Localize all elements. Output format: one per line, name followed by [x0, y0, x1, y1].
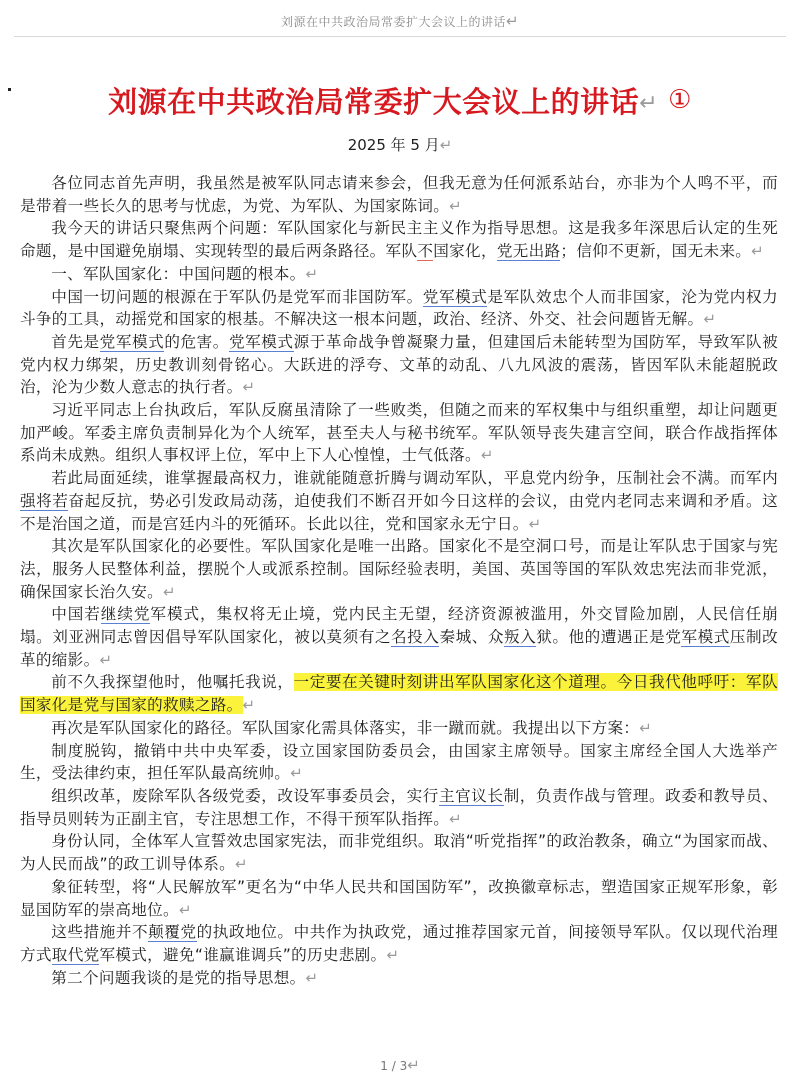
paragraph-text: 这些措施并不	[51, 923, 149, 942]
paragraph	[20, 830, 778, 875]
paragraph-text: 组织改革，废除军队各级党委，改设军事委员会，实行	[51, 786, 439, 805]
document-body	[20, 172, 778, 989]
paragraph-mark: ↵	[480, 446, 494, 465]
header-text: 刘源在中共政治局常委扩大会议上的讲话	[280, 15, 506, 29]
paragraph-text: 源于革命战争曾凝聚力量，但建国后未能转型为国防军，导致军队被党内权力绑架，历史教训刻骨铭心。大跃进的浮夸、文革的动乱、八九风波的震荡，皆因军队未能超脱政治，沦为少数人意志的执行者。	[20, 332, 779, 397]
paragraph-text: 制，负责作战与管理。政委和教导员、指导员则转为正副主官，专注思想工作，不得干预军队指挥。	[20, 786, 778, 828]
paragraph-mark: ↵	[449, 809, 463, 828]
grammar-underline: 党军模式	[99, 332, 165, 351]
paragraph-text: 首先是	[51, 332, 100, 351]
page-header	[0, 12, 800, 30]
paragraph-text: 象征转型，将“人民解放军”更名为“中华人民共和国国防军”，改换徽章标志，塑造国家正规军形象，彰显国防军的崇高地位。	[20, 877, 778, 919]
paragraph-text: 身份认同，全体军人宣誓效忠国家宪法，而非党组织。取消“听党指挥”的政治教条，确立“为国家而战、为人民而战”的政工训导体系。	[20, 832, 778, 874]
paragraph-text: 奋起反抗，势必引发政局动荡，迫使我们不断召开如今日这样的会议，由党内老同志来调和矛盾。这不是治国之道，而是宫廷内斗的死循环。长此以往，党和国家永无宁日。	[20, 491, 778, 533]
paragraph	[20, 876, 778, 921]
spellcheck-underline: 不	[417, 242, 434, 261]
paragraph	[20, 921, 778, 966]
footnote-marker: ①	[668, 85, 692, 115]
paragraph	[20, 399, 778, 467]
paragraph-mark: ↵	[178, 900, 192, 919]
paragraph-text: 是军队效忠个人而非国家，沦为党内权力斗争的工具，动摇党和国家的根基。不解决这一根本问题，政治、经济、外交、社会问题皆无解。	[20, 287, 778, 329]
grammar-underline: 取代党	[51, 945, 100, 964]
paragraph-text: 国家化，	[433, 242, 497, 261]
paragraph	[20, 740, 778, 785]
paragraph-mark: ↵	[242, 378, 256, 397]
title-text: 刘源在中共政治局常委扩大会议上的讲话	[108, 85, 640, 119]
paragraph	[20, 717, 778, 740]
paragraph	[20, 172, 778, 217]
paragraph-mark: ↵	[449, 196, 463, 215]
grammar-underline: 党军模式	[228, 332, 294, 351]
paragraph-text: 的危害。	[164, 332, 229, 351]
paragraph-mark: ↵	[290, 764, 304, 783]
page-total: 3	[399, 1059, 408, 1073]
page-number	[0, 1056, 800, 1074]
paragraph-text: 制度脱钩，撤销中共中央军委，设立国家国防委员会，由国家主席领导。国家主席经全国人大选举产生，受法律约束，担任军队最高统帅。	[20, 741, 778, 783]
date-text: 2025 年 5 月	[347, 136, 440, 154]
document-date	[0, 134, 800, 155]
paragraph-mark: ↵	[407, 1056, 420, 1074]
paragraph-mark: ↵	[305, 264, 319, 283]
paragraph-mark: ↵	[639, 91, 659, 116]
paragraph-text: 前不久我探望他时，他嘱托我说，	[51, 673, 294, 692]
paragraph	[20, 217, 778, 262]
paragraph	[20, 671, 778, 716]
paragraph-mark: ↵	[528, 514, 542, 533]
paragraph-mark: ↵	[639, 718, 653, 737]
grammar-underline: 颠覆党	[148, 923, 197, 942]
page-current: 1	[380, 1059, 388, 1073]
paragraph	[20, 286, 778, 331]
highlighted-text: 一定要在关键时刻讲出军队国家化这个道理。今日我代他呼吁：军队国家化是党与国家的救赎之路。	[20, 673, 778, 715]
paragraph-text: 狱。他的遭遇正是党	[536, 628, 682, 647]
paragraph-mark: ↵	[235, 855, 248, 874]
paragraph	[20, 785, 778, 830]
paragraph-mark: ↵	[386, 945, 400, 964]
paragraph-mark: ↵	[163, 582, 176, 601]
paragraph-mark: ↵	[505, 12, 520, 30]
paragraph-mark: ↵	[99, 650, 113, 669]
paragraph	[20, 331, 778, 399]
paragraph-text: 各位同志首先声明，我虽然是被军队同志请来参会，但我无意为任何派系站台，亦非为个人鸣不平，而是带着一些长久的思考与忧虑，为党、为军队、为国家陈词。	[20, 174, 778, 215]
grammar-underline: 军模式	[681, 628, 730, 647]
paragraph-text: 军模式，集权将无止境，党内民主无望，经济资源被滥用，外交冒险加剧，人民信任崩塌。刘亚洲同志曾因倡导军队国家化，被以莫须有之	[20, 605, 779, 647]
paragraph-mark: ↵	[439, 136, 453, 154]
paragraph	[20, 535, 778, 603]
section-heading	[20, 263, 778, 286]
grammar-underline: 名投入	[391, 628, 440, 647]
paragraph-text: 压制改革的缩影。	[20, 628, 779, 669]
paragraph	[20, 467, 778, 535]
paragraph-mark: ↵	[703, 310, 717, 329]
paragraph-text: 第二个问题我谈的是党的指导思想。	[51, 968, 306, 987]
grammar-underline: 主官议长	[438, 786, 504, 805]
paragraph-text: 的执政地位。中共作为执政党，通过推荐国家元首，间接领导军队。仅以现代治理方式	[20, 923, 778, 964]
grammar-underline: 党军模式	[422, 287, 488, 306]
paragraph	[20, 603, 778, 671]
paragraph	[20, 967, 778, 990]
paragraph-text: 一、军队国家化：中国问题的根本。	[51, 264, 306, 283]
page-separator: /	[391, 1059, 396, 1073]
paragraph-text: 若此局面延续，谁掌握最高权力，谁就能随意折腾与调动军队，平息党内纷争，压制社会不满。而军内	[51, 469, 778, 488]
document-title	[0, 80, 800, 121]
paragraph-text: 军模式，避免“谁赢谁调兵”的历史悲剧。	[99, 945, 387, 964]
paragraph-mark: ↵	[242, 696, 256, 715]
paragraph-text: 中国一切问题的根源在于军队仍是党军而非国防军。	[51, 287, 423, 306]
paragraph-text: 中国若	[51, 605, 101, 624]
paragraph-text: 秦城、众	[439, 628, 504, 647]
grammar-underline: 继续党	[100, 605, 151, 624]
paragraph-mark: ↵	[305, 968, 319, 987]
grammar-underline: 党无出路	[496, 242, 561, 261]
header-divider	[14, 36, 786, 37]
paragraph-text: 再次是军队国家化的路径。军队国家化需具体落实，非一蹴而就。我提出以下方案：	[51, 718, 640, 737]
paragraph-text: 习近平同志上台执政后，军队反腐虽清除了一些败类，但随之而来的军权集中与组织重塑，却让问题更加严峻。军委主席负责制异化为个人统军，甚至夫人与秘书统军。军队领导丧失建言空间，联合作战指挥体系尚未成熟。组织人事权评上位，军中上下人心惶惶，士气低落。	[20, 401, 778, 465]
paragraph-text: 其次是军队国家化的必要性。军队国家化是唯一出路。国家化不是空洞口号，而是让军队忠于国家与宪法，服务人民整体利益，摆脱个人或派系控制。国际经验表明，美国、英国等国的军队效忠宪法而非党派，确保国家长治久安。	[20, 537, 778, 601]
paragraph-mark: ↵	[751, 242, 765, 261]
grammar-underline: 叛入	[503, 628, 537, 647]
paragraph-text: ；信仰不更新，国无未来。	[560, 242, 752, 261]
grammar-underline: 强将若	[20, 491, 69, 510]
paragraph-text: 我今天的讲话只聚焦两个问题：军队国家化与新民主主义作为指导思想。这是我多年深思后认定的生死命题，是中国避免崩塌、实现转型的最后两条路径。军队	[20, 219, 778, 261]
